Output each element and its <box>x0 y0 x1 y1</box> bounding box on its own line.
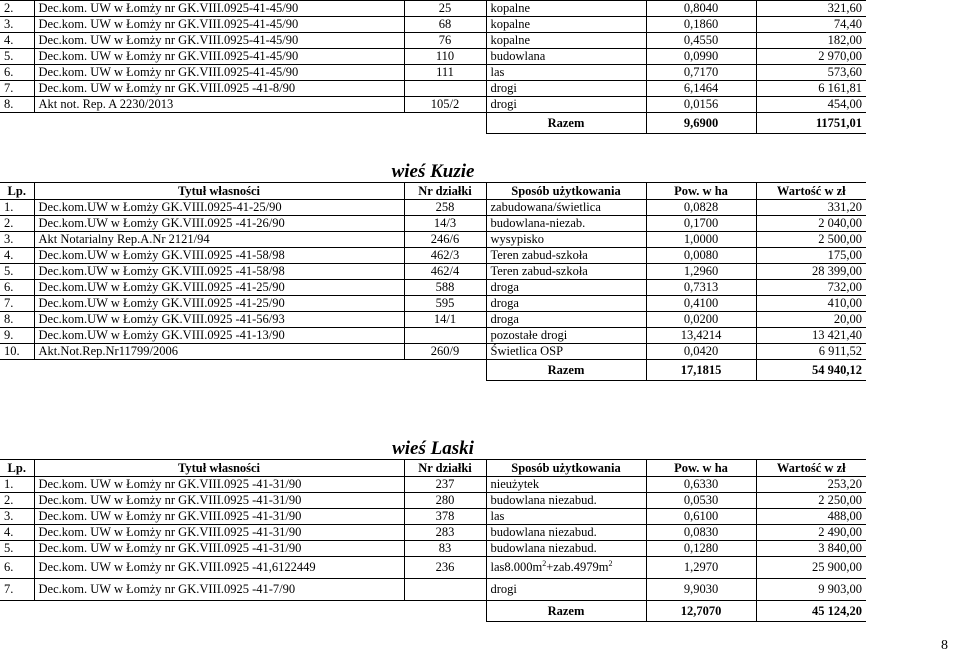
table-row <box>0 232 866 248</box>
total-row <box>0 113 866 134</box>
row-area: 1,2970 <box>646 557 756 579</box>
row-value: 732,00 <box>756 280 866 296</box>
row-plot-number: 111 <box>404 65 486 81</box>
village-title: wieś Laski <box>392 437 474 459</box>
total-label: Razem <box>486 601 646 622</box>
total-value: 54 940,12 <box>756 360 866 381</box>
row-title: Dec.kom. UW w Łomży nr GK.VIII.0925 -41-31/90 <box>34 493 404 509</box>
row-title: Akt not. Rep. A 2230/2013 <box>34 97 404 113</box>
row-use: Teren zabud-szkoła <box>486 264 646 280</box>
row-value: 6 911,52 <box>756 344 866 360</box>
header-title: Tytuł własności <box>34 460 404 477</box>
row-plot-number: 83 <box>404 541 486 557</box>
row-use: kopalne <box>486 33 646 49</box>
table-row <box>0 216 866 232</box>
header-row <box>0 460 866 477</box>
row-lp: 5. <box>0 541 34 557</box>
row-area: 13,4214 <box>646 328 756 344</box>
row-use: budowlana niezabud. <box>486 525 646 541</box>
header-lp: Lp. <box>0 183 34 200</box>
total-spacer <box>0 113 486 134</box>
row-use: wysypisko <box>486 232 646 248</box>
row-plot-number <box>404 579 486 601</box>
header-plot: Nr działki <box>404 460 486 477</box>
row-use: budowlana <box>486 49 646 65</box>
row-area: 0,6100 <box>646 509 756 525</box>
row-plot-number: 236 <box>404 557 486 579</box>
section1-table <box>0 0 866 134</box>
row-title: Dec.kom.UW w Łomży GK.VIII.0925 -41-56/93 <box>34 312 404 328</box>
row-value: 28 399,00 <box>756 264 866 280</box>
row-area: 0,0080 <box>646 248 756 264</box>
row-plot-number: 595 <box>404 296 486 312</box>
header-area: Pow. w ha <box>646 460 756 477</box>
row-lp: 4. <box>0 33 34 49</box>
row-title: Dec.kom.UW w Łomży GK.VIII.0925 -41-26/90 <box>34 216 404 232</box>
row-plot-number: 283 <box>404 525 486 541</box>
row-use: las <box>486 65 646 81</box>
header-value: Wartość w zł <box>756 183 866 200</box>
row-plot-number: 260/9 <box>404 344 486 360</box>
total-spacer <box>0 601 486 622</box>
row-use: droga <box>486 280 646 296</box>
use-superscript: 2 <box>542 558 547 568</box>
row-value: 410,00 <box>756 296 866 312</box>
row-title: Dec.kom. UW w Łomży nr GK.VIII.0925 -41-7/90 <box>34 579 404 601</box>
row-area: 0,0200 <box>646 312 756 328</box>
row-area: 0,0828 <box>646 200 756 216</box>
row-value: 2 040,00 <box>756 216 866 232</box>
total-label: Razem <box>486 113 646 134</box>
header-area: Pow. w ha <box>646 183 756 200</box>
row-title: Dec.kom.UW w Łomży GK.VIII.0925-41-25/90 <box>34 200 404 216</box>
row-area: 0,0156 <box>646 97 756 113</box>
row-value: 13 421,40 <box>756 328 866 344</box>
table-row <box>0 477 866 493</box>
row-plot-number: 246/6 <box>404 232 486 248</box>
section3-table <box>0 437 866 622</box>
header-plot: Nr działki <box>404 183 486 200</box>
table-row <box>0 509 866 525</box>
row-lp: 7. <box>0 81 34 97</box>
table-row <box>0 97 866 113</box>
row-value: 2 250,00 <box>756 493 866 509</box>
row-title: Dec.kom. UW w Łomży nr GK.VIII.0925 -41,6122449 <box>34 557 404 579</box>
row-plot-number: 258 <box>404 200 486 216</box>
table-row <box>0 81 866 97</box>
section2-table <box>0 160 866 381</box>
row-title: Dec.kom. UW w Łomży nr GK.VIII.0925-41-45/90 <box>34 17 404 33</box>
row-title: Dec.kom. UW w Łomży nr GK.VIII.0925 -41-8/90 <box>34 81 404 97</box>
row-area: 0,0420 <box>646 344 756 360</box>
row-lp: 7. <box>0 579 34 601</box>
row-value: 2 500,00 <box>756 232 866 248</box>
row-plot-number: 105/2 <box>404 97 486 113</box>
table-row <box>0 328 866 344</box>
row-use: las <box>486 509 646 525</box>
row-title: Dec.kom.UW w Łomży GK.VIII.0925 -41-25/90 <box>34 280 404 296</box>
row-lp: 1. <box>0 477 34 493</box>
row-use: Świetlica OSP <box>486 344 646 360</box>
row-lp: 6. <box>0 65 34 81</box>
table-row <box>0 344 866 360</box>
header-row <box>0 183 866 200</box>
total-value: 45 124,20 <box>756 601 866 622</box>
table-row <box>0 264 866 280</box>
row-use: Teren zabud-szkoła <box>486 248 646 264</box>
row-area: 9,9030 <box>646 579 756 601</box>
row-title: Dec.kom.UW w Łomży GK.VIII.0925 -41-58/98 <box>34 248 404 264</box>
row-plot-number <box>404 81 486 97</box>
row-area: 0,1280 <box>646 541 756 557</box>
row-use: budowlana-niezab. <box>486 216 646 232</box>
row-area: 1,0000 <box>646 232 756 248</box>
table-row <box>0 200 866 216</box>
row-lp: 7. <box>0 296 34 312</box>
row-title: Dec.kom.UW w Łomży GK.VIII.0925 -41-13/90 <box>34 328 404 344</box>
row-area: 0,1860 <box>646 17 756 33</box>
row-lp: 6. <box>0 280 34 296</box>
row-area: 0,8040 <box>646 1 756 17</box>
row-plot-number: 237 <box>404 477 486 493</box>
row-value: 6 161,81 <box>756 81 866 97</box>
row-lp: 5. <box>0 264 34 280</box>
row-use <box>486 557 646 579</box>
row-lp: 3. <box>0 17 34 33</box>
header-use: Sposób użytkowania <box>486 183 646 200</box>
table-row <box>0 1 866 17</box>
total-area: 9,6900 <box>646 113 756 134</box>
row-area: 0,4100 <box>646 296 756 312</box>
row-lp: 2. <box>0 493 34 509</box>
row-plot-number: 14/3 <box>404 216 486 232</box>
row-lp: 5. <box>0 49 34 65</box>
section3-body <box>0 437 866 622</box>
total-area: 17,1815 <box>646 360 756 381</box>
row-plot-number: 76 <box>404 33 486 49</box>
total-value: 11751,01 <box>756 113 866 134</box>
total-area: 12,7070 <box>646 601 756 622</box>
row-area: 6,1464 <box>646 81 756 97</box>
row-use: drogi <box>486 579 646 601</box>
header-value: Wartość w zł <box>756 460 866 477</box>
row-title: Dec.kom. UW w Łomży nr GK.VIII.0925 -41-31/90 <box>34 509 404 525</box>
village-title-row <box>0 437 866 460</box>
row-lp: 2. <box>0 216 34 232</box>
use-part: las8.000m <box>490 560 543 574</box>
row-plot-number <box>404 328 486 344</box>
row-title: Dec.kom.UW w Łomży GK.VIII.0925 -41-25/90 <box>34 296 404 312</box>
row-lp: 4. <box>0 525 34 541</box>
row-value: 2 970,00 <box>756 49 866 65</box>
village-title: wieś Kuzie <box>391 160 475 182</box>
total-row <box>0 360 866 381</box>
table-row <box>0 312 866 328</box>
row-lp: 8. <box>0 97 34 113</box>
header-use: Sposób użytkowania <box>486 460 646 477</box>
use-part: +zab.4979m <box>546 560 609 574</box>
row-area: 0,0830 <box>646 525 756 541</box>
row-title: Dec.kom. UW w Łomży nr GK.VIII.0925-41-45/90 <box>34 1 404 17</box>
table-row <box>0 296 866 312</box>
table-row <box>0 49 866 65</box>
table-row <box>0 541 866 557</box>
table-row <box>0 579 866 601</box>
row-area: 0,4550 <box>646 33 756 49</box>
row-value: 321,60 <box>756 1 866 17</box>
table-row <box>0 525 866 541</box>
row-title: Dec.kom. UW w Łomży nr GK.VIII.0925 -41-31/90 <box>34 541 404 557</box>
row-value: 2 490,00 <box>756 525 866 541</box>
section2-body <box>0 160 866 381</box>
row-title: Akt Notarialny Rep.A.Nr 2121/94 <box>34 232 404 248</box>
row-area: 0,0530 <box>646 493 756 509</box>
row-lp: 3. <box>0 232 34 248</box>
row-value: 331,20 <box>756 200 866 216</box>
row-use: drogi <box>486 81 646 97</box>
row-use: nieużytek <box>486 477 646 493</box>
row-use: drogi <box>486 97 646 113</box>
row-plot-number: 462/3 <box>404 248 486 264</box>
row-title: Akt.Not.Rep.Nr11799/2006 <box>34 344 404 360</box>
row-title: Dec.kom.UW w Łomży GK.VIII.0925 -41-58/98 <box>34 264 404 280</box>
table-row <box>0 557 866 579</box>
row-value: 9 903,00 <box>756 579 866 601</box>
row-lp: 3. <box>0 509 34 525</box>
row-use: droga <box>486 296 646 312</box>
row-area: 0,7170 <box>646 65 756 81</box>
row-title: Dec.kom. UW w Łomży nr GK.VIII.0925 -41-31/90 <box>34 477 404 493</box>
row-value: 573,60 <box>756 65 866 81</box>
section1-body <box>0 1 866 134</box>
header-lp: Lp. <box>0 460 34 477</box>
row-lp: 4. <box>0 248 34 264</box>
row-value: 175,00 <box>756 248 866 264</box>
row-plot-number: 68 <box>404 17 486 33</box>
row-lp: 9. <box>0 328 34 344</box>
row-value: 488,00 <box>756 509 866 525</box>
row-value: 454,00 <box>756 97 866 113</box>
row-value: 74,40 <box>756 17 866 33</box>
table-row <box>0 493 866 509</box>
row-title: Dec.kom. UW w Łomży nr GK.VIII.0925-41-45/90 <box>34 65 404 81</box>
use-superscript: 2 <box>608 558 613 568</box>
total-label: Razem <box>486 360 646 381</box>
row-use: kopalne <box>486 1 646 17</box>
row-value: 25 900,00 <box>756 557 866 579</box>
row-value: 253,20 <box>756 477 866 493</box>
row-lp: 6. <box>0 557 34 579</box>
header-title: Tytuł własności <box>34 183 404 200</box>
row-plot-number: 588 <box>404 280 486 296</box>
table-row <box>0 280 866 296</box>
row-lp: 2. <box>0 1 34 17</box>
table-row <box>0 248 866 264</box>
row-use: kopalne <box>486 17 646 33</box>
row-use: pozostałe drogi <box>486 328 646 344</box>
table-row <box>0 17 866 33</box>
row-plot-number: 378 <box>404 509 486 525</box>
row-plot-number: 14/1 <box>404 312 486 328</box>
table-row <box>0 33 866 49</box>
row-use: zabudowana/świetlica <box>486 200 646 216</box>
row-value: 20,00 <box>756 312 866 328</box>
row-plot-number: 280 <box>404 493 486 509</box>
row-area: 0,6330 <box>646 477 756 493</box>
row-plot-number: 110 <box>404 49 486 65</box>
row-area: 0,1700 <box>646 216 756 232</box>
row-use: droga <box>486 312 646 328</box>
total-row <box>0 601 866 622</box>
row-area: 0,7313 <box>646 280 756 296</box>
table-row <box>0 65 866 81</box>
row-lp: 10. <box>0 344 34 360</box>
row-use: budowlana niezabud. <box>486 493 646 509</box>
row-area: 0,0990 <box>646 49 756 65</box>
row-title: Dec.kom. UW w Łomży nr GK.VIII.0925-41-45/90 <box>34 49 404 65</box>
row-plot-number: 462/4 <box>404 264 486 280</box>
row-lp: 8. <box>0 312 34 328</box>
row-area: 1,2960 <box>646 264 756 280</box>
row-lp: 1. <box>0 200 34 216</box>
total-spacer <box>0 360 486 381</box>
row-plot-number: 25 <box>404 1 486 17</box>
page-number: 8 <box>941 638 948 653</box>
row-title: Dec.kom. UW w Łomży nr GK.VIII.0925-41-45/90 <box>34 33 404 49</box>
row-title: Dec.kom. UW w Łomży nr GK.VIII.0925 -41-31/90 <box>34 525 404 541</box>
row-value: 3 840,00 <box>756 541 866 557</box>
village-title-row <box>0 160 866 183</box>
row-use: budowlana niezabud. <box>486 541 646 557</box>
row-value: 182,00 <box>756 33 866 49</box>
